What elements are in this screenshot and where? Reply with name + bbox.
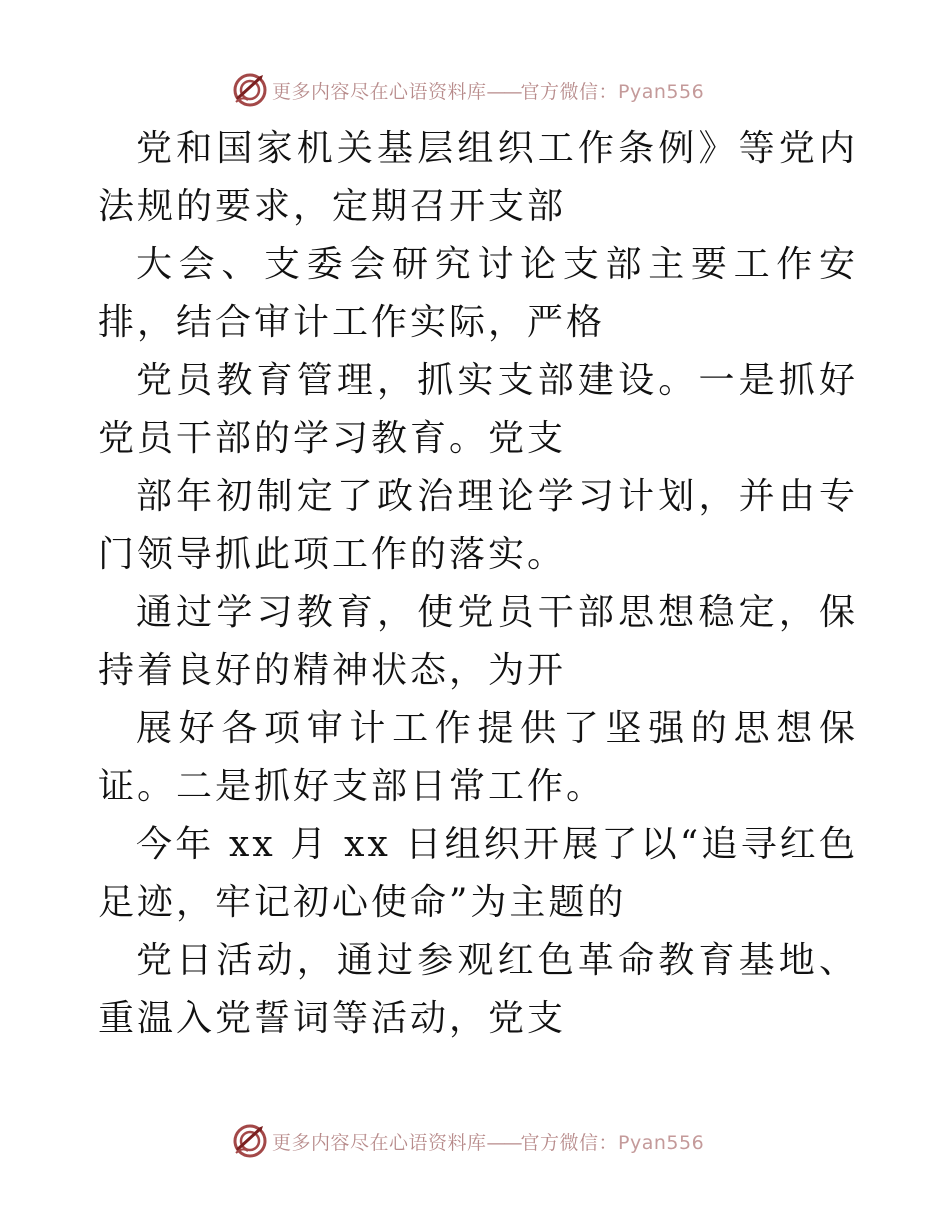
- paragraph: 党员教育管理，抓实支部建设。一是抓好党员干部的学习教育。党支: [98, 360, 858, 459]
- paragraph: 党日活动，通过参观红色革命教育基地、重温入党誓词等活动，党支: [98, 940, 858, 1039]
- document-body: [98, 120, 858, 1048]
- watermark-text: 更多内容尽在心语资料库——官方微信：Pyan556: [272, 1131, 705, 1154]
- logo-seal-icon: [232, 1123, 268, 1159]
- paragraph: 党和国家机关基层组织工作条例》等党内法规的要求，定期召开支部: [98, 128, 858, 227]
- paragraph: 通过学习教育，使党员干部思想稳定，保持着良好的精神状态，为开: [98, 592, 858, 691]
- paragraph: 展好各项审计工作提供了坚强的思想保证。二是抓好支部日常工作。: [98, 708, 858, 807]
- paragraph: 部年初制定了政治理论学习计划，并由专门领导抓此项工作的落实。: [98, 476, 858, 575]
- paragraph: 大会、支委会研究讨论支部主要工作安排，结合审计工作实际，严格: [98, 244, 858, 343]
- header-watermark: [232, 70, 704, 110]
- logo-seal-icon: [232, 72, 268, 108]
- footer-watermark: [232, 1121, 704, 1161]
- paragraph: 今年 xx 月 xx 日组织开展了以“追寻红色足迹，牢记初心使命”为主题的: [98, 824, 858, 923]
- watermark-text: 更多内容尽在心语资料库——官方微信：Pyan556: [272, 80, 705, 103]
